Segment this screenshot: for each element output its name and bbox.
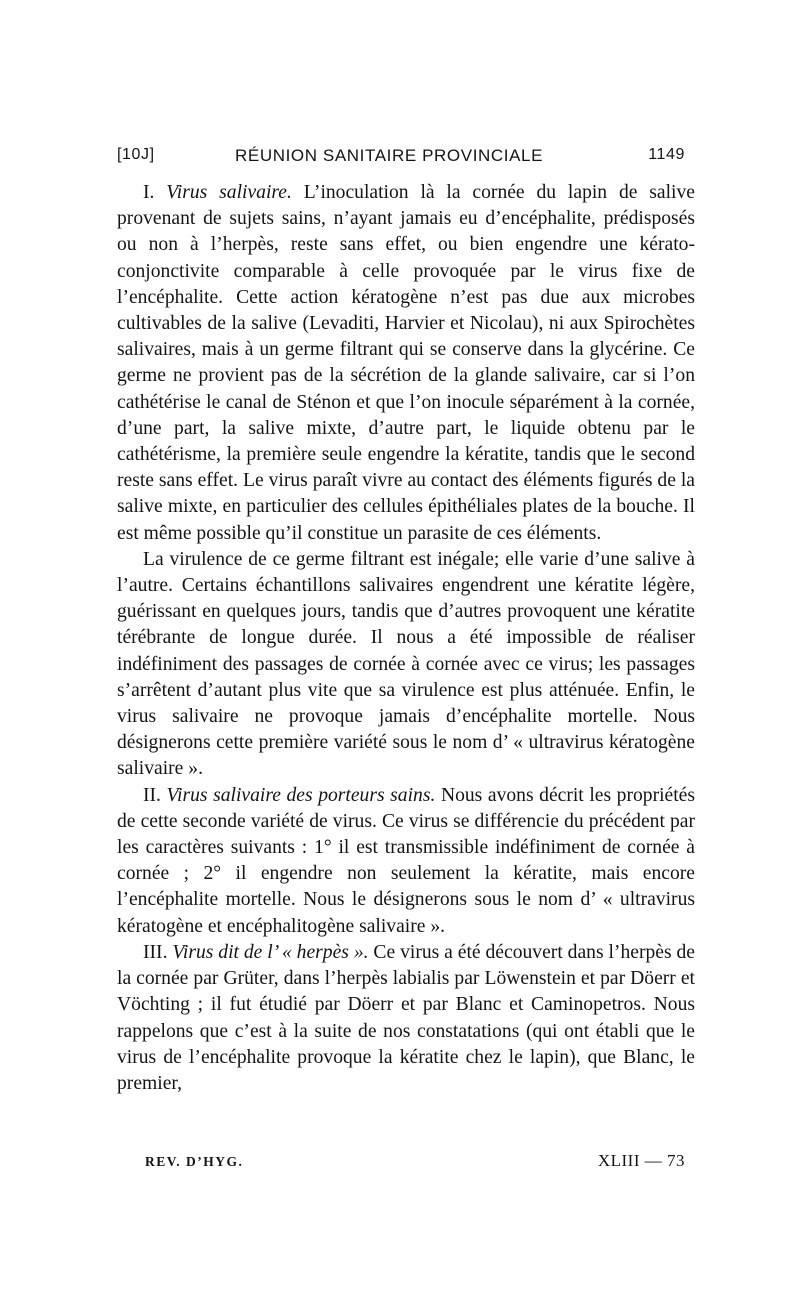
- section-number: I.: [143, 182, 155, 203]
- paragraph-porteurs-sains: [117, 783, 695, 940]
- paragraph-text: L’inoculation là la cornée du lapin de salive provenant de sujets sains, n’ayant jamais eu d’encéphalite, prédisposés ou non à l’herpès, reste sans effet, ou bien engendre une kérato-conjonctivite comparable à celle provoquée par le virus fixe de l’encéphalite. Cette action kératogène n’est pas due aux microbes cultivables de la salive (Levaditi, Harvier et Nicolau), ni aux Spirochètes salivaires, mais à un germe filtrant qui se conserve dans la glycérine. Ce germe ne provient pas de la sécrétion de la glande salivaire, car si l’on cathétérise le canal de Sténon et que l’on inocule séparément à la cornée, d’une part, la salive mixte, d’autre part, le liquide obtenu par le cathétérisme, la première seule engendre la kératite, tandis que le second reste sans effet. Le virus paraît vivre au contact des éléments figurés de la salive mixte, en particulier des cellules épithéliales plates de la bouche. Il est même possible qu’il constitue un parasite de ces éléments.: [117, 182, 695, 544]
- paragraph-text: Ce virus a été découvert dans l’herpès de la cornée par Grüter, dans l’herpès labialis par Löwenstein et par Döerr et Vöchting ; il fut étudié par Döerr et par Blanc et Caminopetros. Nous rappelons que c’est à la suite de nos constatations (qui ont établi que le virus de l’encéphalite provoque la kératite chez le lapin), que Blanc, le premier,: [117, 941, 695, 1094]
- body-text: [117, 180, 695, 1097]
- header-title: RÉUNION SANITAIRE PROVINCIALE: [235, 146, 544, 165]
- running-header: [117, 142, 685, 172]
- section-number: II.: [143, 784, 161, 806]
- journal-abbreviation: REV. D’HYG.: [145, 1154, 244, 1169]
- paragraph-text: La virulence de ce germe filtrant est inégale; elle varie d’une salive à l’autre. Certains échantillons salivaires engendrent une kératite légère, guérissant en quelques jours, tandis que d’autres provoquent une kératite térébrante de longue durée. Il nous a été impossible de réaliser indéfiniment des passages de cornée à cornée avec ce virus; les passages s’arrêtent d’autant plus vite que sa virulence est plus atténuée. Enfin, le virus salivaire ne provoque jamais d’encéphalite mortelle. Nous désignerons cette première variété sous le nom d’ « ultravirus kératogène salivaire ».: [117, 548, 695, 780]
- volume-signature: XLIII — 73: [597, 1151, 685, 1170]
- header-marker: [10J]: [117, 146, 155, 163]
- paragraph-herpes: [117, 940, 695, 1097]
- paragraph-virulence: [117, 547, 695, 783]
- section-title: Virus salivaire des porteurs sains.: [166, 784, 436, 806]
- section-title: Virus dit de l’ « herpès ».: [172, 941, 369, 963]
- paragraph-text: Nous avons décrit les propriétés de cette seconde variété de virus. Ce virus se différencie du précédent par les caractères suivants : 1° il est transmissible indéfiniment de cornée à cornée ; 2° il engendre non seulement la kératite, mais encore l’encéphalite mortelle. Nous le désignerons sous le nom d’ « ultravirus kératogène et encéphalitogène salivaire ».: [117, 784, 696, 937]
- page-number: 1149: [648, 146, 685, 163]
- section-number: III.: [143, 941, 168, 963]
- paragraph-virus-salivaire: [117, 180, 695, 547]
- section-title: Virus salivaire.: [166, 182, 292, 203]
- running-footer: [117, 1150, 687, 1174]
